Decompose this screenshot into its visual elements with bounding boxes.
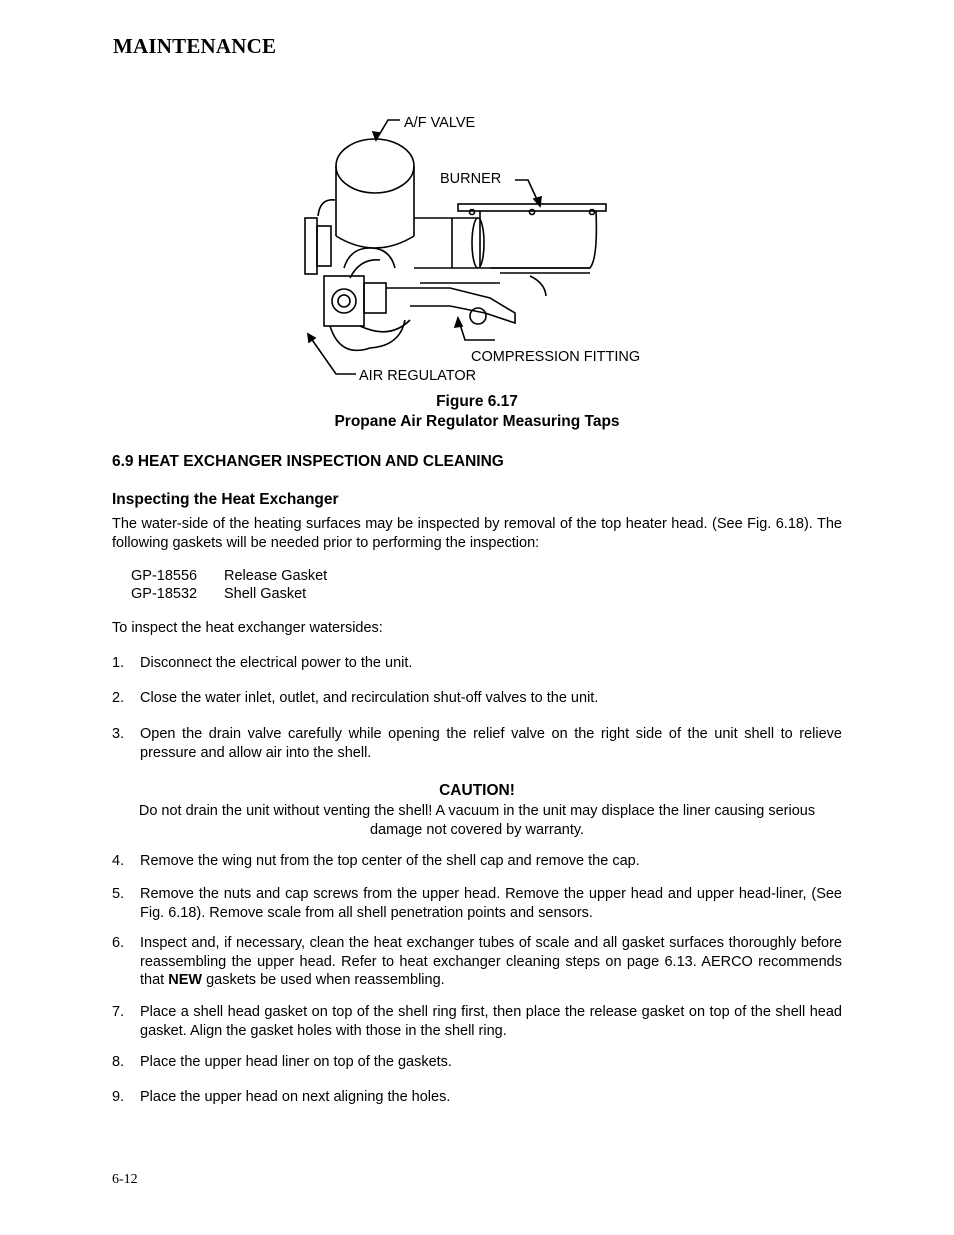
step-item	[112, 1053, 842, 1072]
caution-title: CAUTION!	[439, 782, 515, 799]
gasket-part-number: GP-18556	[131, 568, 198, 584]
step-number: 2.	[112, 690, 125, 706]
step-text: Remove the nuts and cap screws from the upper head. Remove the upper head and upper head-liner, (See Fig. 6.18). Remove scale from all shell penetration points and sensors.	[140, 886, 842, 921]
step-text-part: Inspect and, if necessary, clean the heat exchanger tubes of scale and all gasket surfaces thoroughly before reassembling the upper head. Refer to heat exchanger cleaning steps on page 6.13. AERCO recommends that	[140, 935, 842, 988]
page-header-title: MAINTENANCE	[113, 34, 277, 58]
step-number: 8.	[112, 1054, 125, 1070]
step-item	[112, 934, 842, 990]
step-text	[140, 934, 842, 990]
step-item	[112, 725, 842, 762]
step-item	[112, 689, 842, 708]
step-item	[112, 654, 842, 673]
step-text-part: gaskets be used when reassembling.	[202, 972, 445, 988]
page-number: 6-12	[112, 1172, 138, 1187]
af-valve-label: A/F VALVE	[404, 115, 476, 131]
air-regulator-label: AIR REGULATOR	[359, 368, 477, 384]
step-number: 7.	[112, 1004, 125, 1020]
step-text: Place the upper head on next aligning the holes.	[140, 1089, 451, 1105]
step-item	[112, 885, 842, 922]
gasket-description: Shell Gasket	[224, 586, 307, 602]
gasket-description: Release Gasket	[224, 568, 328, 584]
section-heading: 6.9 HEAT EXCHANGER INSPECTION AND CLEANING	[112, 453, 504, 470]
burner-label: BURNER	[440, 171, 502, 187]
gasket-list-item	[131, 586, 307, 602]
step-item	[112, 1003, 842, 1040]
step-number: 9.	[112, 1089, 125, 1105]
step-number: 4.	[112, 853, 125, 869]
step-item	[112, 852, 842, 871]
step-text: Open the drain valve carefully while opening the relief valve on the right side of the unit shell to relieve pressure and allow air into the shell.	[140, 726, 842, 761]
step-text: Remove the wing nut from the top center of the shell cap and remove the cap.	[140, 853, 640, 869]
step-item	[112, 1088, 842, 1107]
gasket-list-item	[131, 568, 328, 584]
figure-caption-title: Propane Air Regulator Measuring Taps	[334, 413, 620, 430]
gasket-part-number: GP-18532	[131, 586, 198, 602]
step-number: 6.	[112, 935, 125, 951]
propane-air-regulator-figure	[300, 108, 660, 388]
step-text: Place the upper head liner on top of the gaskets.	[140, 1054, 452, 1070]
step-text: Disconnect the electrical power to the unit.	[140, 655, 413, 671]
lead-in-text: To inspect the heat exchanger watersides:	[112, 620, 383, 636]
caution-text: Do not drain the unit without venting the shell! A vacuum in the unit may displace the liner causing serious damage not covered by warranty.	[138, 803, 816, 838]
intro-paragraph: The water-side of the heating surfaces may be inspected by removal of the top heater head. (See Fig. 6.18). The following gaskets will be needed prior to performing the inspection:	[112, 516, 842, 551]
step-number: 1.	[112, 655, 125, 671]
subsection-heading: Inspecting the Heat Exchanger	[112, 491, 339, 508]
step-text-emphasis: NEW	[168, 972, 203, 988]
step-text: Place a shell head gasket on top of the shell ring first, then place the release gasket on top of the shell head gasket. Align the gasket holes with those in the shell ring.	[140, 1004, 842, 1039]
figure-caption-number: Figure 6.17	[436, 393, 518, 410]
step-number: 5.	[112, 886, 125, 902]
compression-fitting-label: COMPRESSION FITTING	[471, 349, 641, 365]
step-number: 3.	[112, 726, 125, 742]
step-text: Close the water inlet, outlet, and recirculation shut-off valves to the unit.	[140, 690, 599, 706]
